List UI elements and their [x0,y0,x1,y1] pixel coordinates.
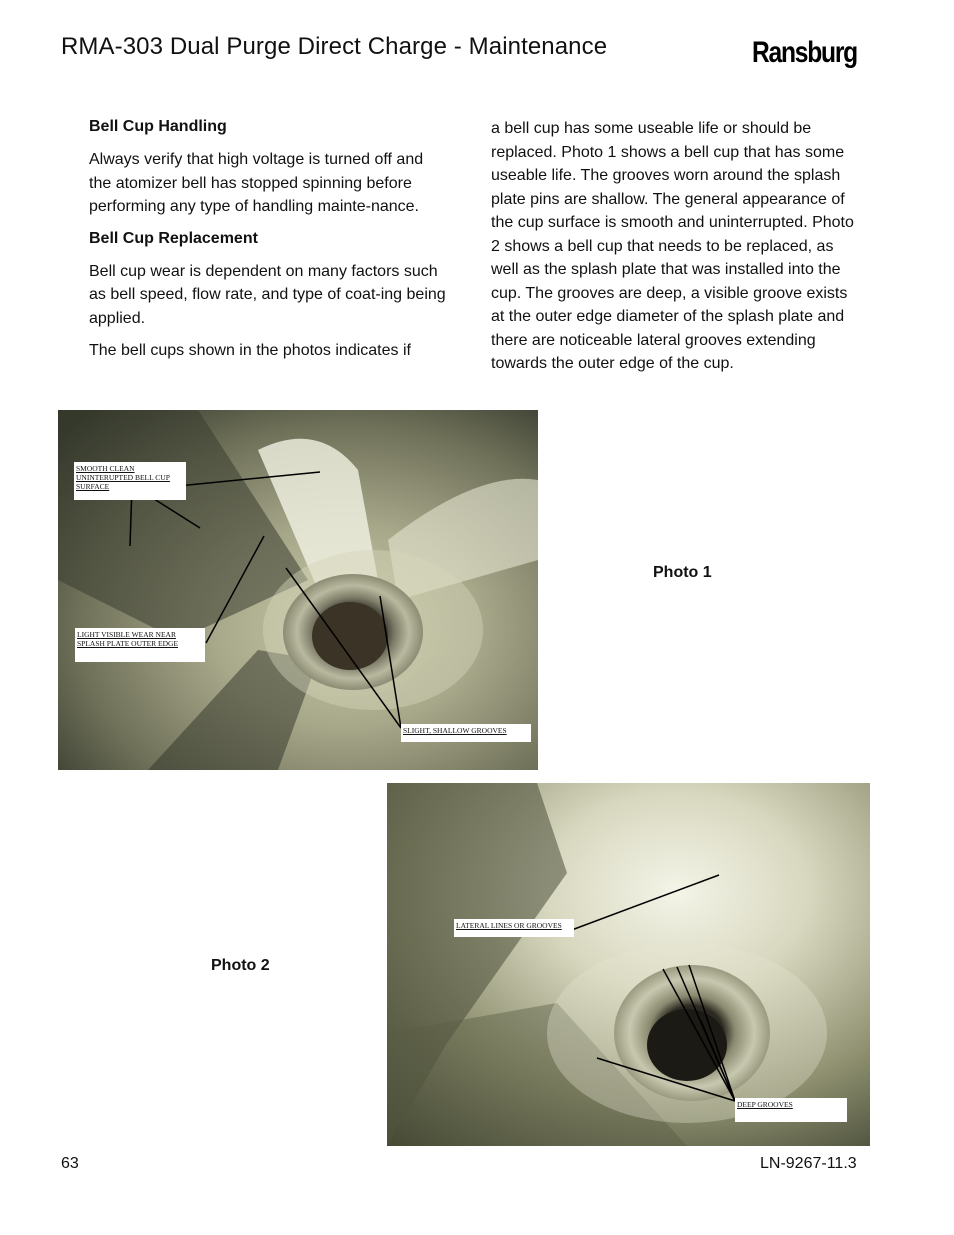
photo-2-caption: Photo 2 [211,957,270,974]
paragraph-wear: Bell cup wear is dependent on many factors such as bell speed, flow rate, and type of coat-ing being applied. [89,262,446,327]
left-text-column [89,116,449,372]
photo-2-image [387,783,870,1146]
page-number: 63 [61,1155,79,1172]
section-heading-replacement: Bell Cup Replacement [89,229,258,247]
label-deep-grooves: DEEP GROOVES [735,1098,847,1122]
photo-2-bell-cup [387,783,870,1146]
brand-logo: Ransburg [752,36,857,69]
paragraph-photo-description: a bell cup has some useable life or should be replaced. Photo 1 shows a bell cup that has some useable life. The grooves worn around the splash plate pins are shallow. The general appearance of the cup surface is smooth and uninterrupted. Photo 2 shows a bell cup that needs to be replaced, as well as the splash plate that was installed into the cup. The grooves are deep, a visible groove exists at the outer edge diameter of the splash plate and there are noticeable lateral grooves extending towards the outer edge of the cup. [491,120,854,372]
document-number: LN-9267-11.3 [760,1155,857,1172]
page-header-title: RMA-303 Dual Purge Direct Charge - Maintenance [61,33,608,60]
label-smooth-surface: SMOOTH CLEAN UNINTERUPTED BELL CUP SURFACE [74,462,186,500]
label-lateral-grooves: LATERAL LINES OR GROOVES [454,919,574,937]
paragraph-photos-intro: The bell cups shown in the photos indicates if [89,342,411,359]
label-light-wear: LIGHT VISIBLE WEAR NEAR SPLASH PLATE OUTER EDGE [75,628,205,662]
label-shallow-grooves: SLIGHT, SHALLOW GROOVES [401,724,531,742]
photo-1-caption: Photo 1 [653,564,712,581]
paragraph-handling: Always verify that high voltage is turned off and the atomizer bell has stopped spinning before performing any type of handling mainte-nance. [89,151,424,215]
right-text-column [491,117,861,385]
photo-1-bell-cup [58,410,538,770]
section-heading-handling: Bell Cup Handling [89,118,227,135]
